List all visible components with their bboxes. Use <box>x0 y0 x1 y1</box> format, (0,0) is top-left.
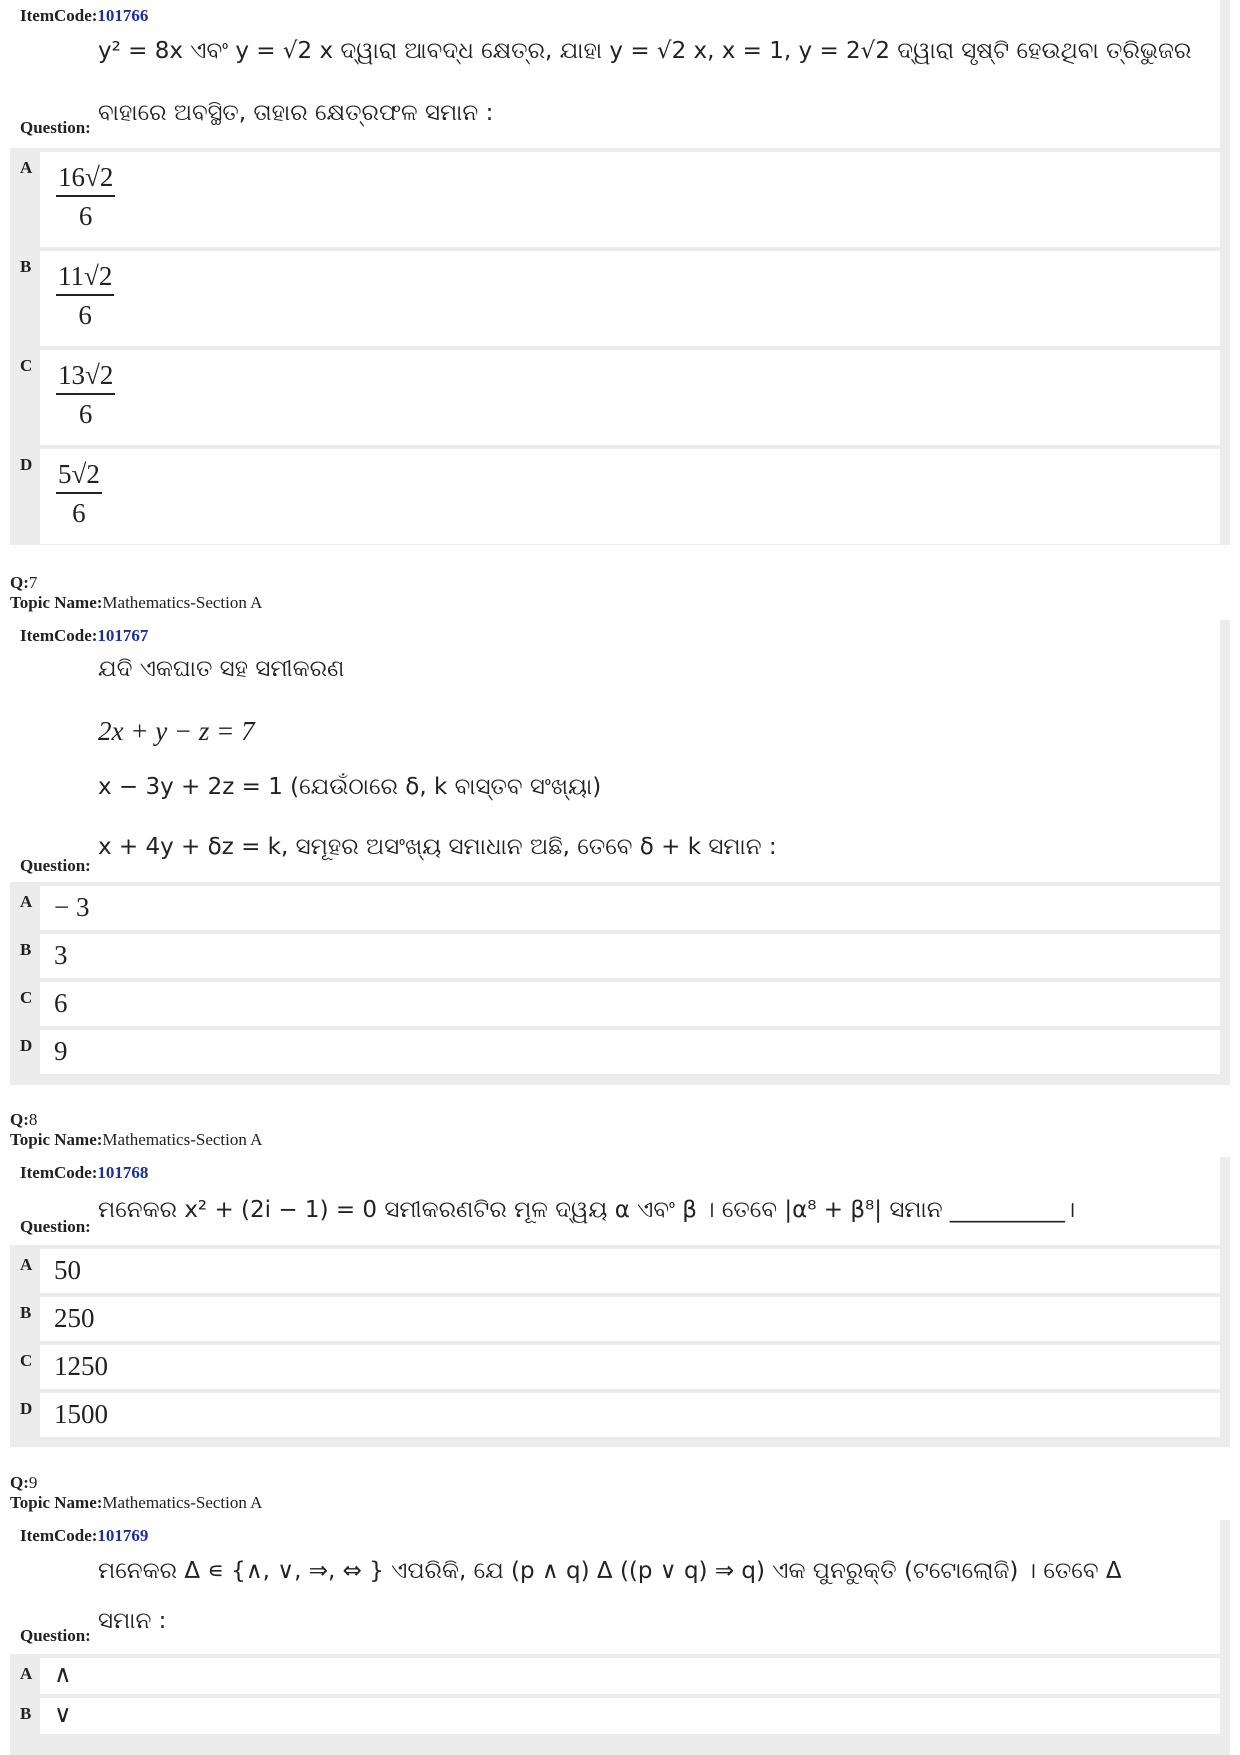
fraction: $\frac{11√2}{6}$ <box>58 261 113 330</box>
q7-itemcode-value: 101767 <box>97 626 149 645</box>
fraction: $\frac{13√2}{6}$ <box>58 360 114 429</box>
q7-option-d[interactable] <box>10 1030 1230 1074</box>
option-letter: B <box>20 257 32 276</box>
q6-question-label: Question: <box>20 118 91 137</box>
q8-itemcode: ItemCode:101768 <box>20 1163 149 1182</box>
q9-topic: Mathematics-Section A <box>102 1493 263 1512</box>
q7-header: Q:7 Topic Name:Mathematics-Section A <box>10 573 263 612</box>
option-letter: B <box>20 940 32 959</box>
q7-option-a[interactable] <box>10 886 1230 930</box>
q7-question-label: Question: <box>20 856 91 875</box>
q9-question-label: Question: <box>20 1626 91 1645</box>
q8-option-c[interactable] <box>10 1345 1230 1389</box>
q8-number: 8 <box>28 1110 38 1129</box>
option-letter: D <box>20 455 33 474</box>
q8-stem <box>10 1157 1220 1245</box>
option-letter: D <box>20 1036 33 1055</box>
q9-header: Q:9 Topic Name:Mathematics-Section A <box>10 1473 263 1512</box>
option-value: − 3 <box>54 892 90 922</box>
q7-equation-3: x + 4y + δz = k, ସମୂହର ଅସଂଖ୍ୟ ସମାଧାନ ଅଛି, ତେବେ δ + k ସମାନ : <box>98 834 777 860</box>
option-letter: B <box>20 1704 32 1723</box>
option-letter: C <box>20 356 33 375</box>
q6-stem <box>10 0 1220 148</box>
q6-block <box>10 0 1230 545</box>
q9-stem-line1: ମନେକର Δ ∊ {∧, ∨, ⇒, ⇔ } ଏପରିକି, ଯେ (p ∧ q) Δ ((p ∨ q) ⇒ q) ଏକ ପୁନରୁକ୍ତି (ଟଟୋଲୋଜି) । ତେବେ Δ <box>98 1558 1122 1584</box>
option-letter: A <box>20 1255 33 1274</box>
option-letter: A <box>20 1664 33 1683</box>
q7-itemcode: ItemCode:101767 <box>20 626 149 645</box>
option-value: ∨ <box>54 1702 72 1728</box>
q6-itemcode-value: 101766 <box>97 6 149 25</box>
q8-topic: Mathematics-Section A <box>102 1130 263 1149</box>
q9-stem-line2: ସମାନ : <box>98 1608 167 1634</box>
q8-option-a[interactable] <box>10 1249 1230 1293</box>
q9-option-b[interactable] <box>10 1698 1230 1734</box>
q7-option-c[interactable] <box>10 982 1230 1026</box>
option-value: 50 <box>54 1255 81 1285</box>
q9-option-a[interactable] <box>10 1658 1230 1694</box>
option-letter: B <box>20 1303 32 1322</box>
option-letter: C <box>20 1351 33 1370</box>
q9-number: 9 <box>28 1473 38 1492</box>
q8-option-d[interactable] <box>10 1393 1230 1437</box>
option-value: 250 <box>54 1303 95 1333</box>
q8-stem-line: ମନେକର x² + (2i − 1) = 0 ସମୀକରଣଟିର ମୂଳ ଦ୍ୱୟ α ଏବଂ β । ତେବେ |α⁸ + β⁸| ସମାନ __________। <box>98 1197 1076 1223</box>
option-value: 9 <box>54 1036 68 1066</box>
q6-option-d[interactable] <box>10 449 1230 544</box>
q9-itemcode-value: 101769 <box>97 1526 149 1545</box>
q6-option-a[interactable] <box>10 152 1230 247</box>
q7-equation-1: 2x + y − z = 7 <box>98 716 255 746</box>
q7-stem <box>10 620 1220 882</box>
q9-itemcode: ItemCode:101769 <box>20 1526 149 1545</box>
q8-question-label: Question: <box>20 1217 91 1236</box>
q9-stem <box>10 1520 1220 1654</box>
q7-number: 7 <box>28 573 38 592</box>
option-value: 3 <box>54 940 68 970</box>
q7-equation-2: x − 3y + 2z = 1 (ଯେଉଁଠାରେ δ, k ବାସ୍ତବ ସଂଖ୍ୟା) <box>98 774 602 800</box>
fraction: $\frac{16√2}{6}$ <box>58 162 114 231</box>
q7-stem-line1: ଯଦି ଏକଘାତ ସହ ସମୀକରଣ <box>98 656 345 682</box>
option-letter: C <box>20 988 33 1007</box>
q9-block <box>10 1520 1230 1755</box>
q6-stem-line2: ବାହାରେ ଅବସ୍ଥିତ, ତାହାର କ୍ଷେତ୍ରଫଳ ସମାନ : <box>98 100 494 126</box>
q6-option-b[interactable] <box>10 251 1230 346</box>
q8-itemcode-value: 101768 <box>97 1163 149 1182</box>
q6-itemcode: ItemCode:101766 <box>20 6 149 25</box>
option-value: 1250 <box>54 1351 108 1381</box>
q7-block <box>10 620 1230 1085</box>
option-letter: D <box>20 1399 33 1418</box>
option-letter: A <box>20 892 33 911</box>
fraction: $\frac{5√2}{6}$ <box>58 459 100 528</box>
option-value: ∧ <box>54 1662 72 1688</box>
q6-stem-line1: y² = 8x ଏବଂ y = √2 x ଦ୍ୱାରା ଆବଦ୍ଧ କ୍ଷେତ୍ର, ଯାହା y = √2 x, x = 1, y = 2√2 ଦ୍ୱାରା ସୃଷ୍ଟି ହେଉଥିବା ତ୍ରିଭୁଜର <box>98 38 1192 64</box>
option-letter: A <box>20 158 33 177</box>
option-value: 1500 <box>54 1399 108 1429</box>
q8-block <box>10 1157 1230 1447</box>
q8-header: Q:8 Topic Name:Mathematics-Section A <box>10 1110 263 1149</box>
option-value: 6 <box>54 988 68 1018</box>
q7-topic: Mathematics-Section A <box>102 593 263 612</box>
q7-option-b[interactable] <box>10 934 1230 978</box>
q6-option-c[interactable] <box>10 350 1230 445</box>
q8-option-b[interactable] <box>10 1297 1230 1341</box>
